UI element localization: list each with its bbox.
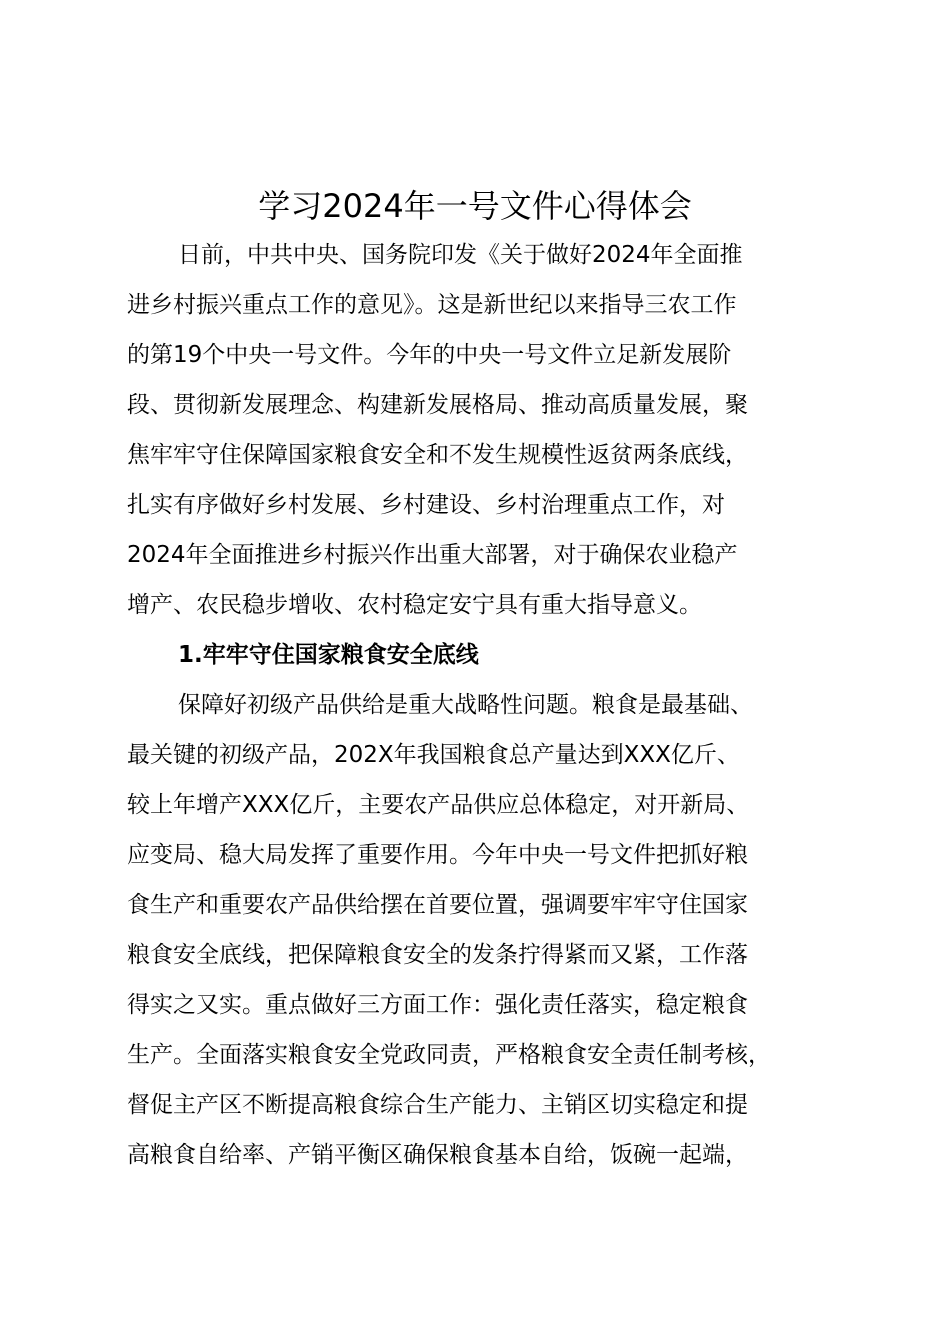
paragraph-line: 保障好初级产品供给是重大战略性问题。粮食是最基础、 bbox=[178, 692, 753, 718]
section-heading: 1.牢牢守住国家粮食安全底线 bbox=[178, 642, 479, 668]
paragraph-line: 得实之又实。重点做好三方面工作：强化责任落实，稳定粮食 bbox=[127, 992, 748, 1018]
paragraph-line: 生产。全面落实粮食安全党政同责，严格粮食安全责任制考核， bbox=[127, 1042, 771, 1068]
paragraph-line: 粮食安全底线，把保障粮食安全的发条拧得紧而又紧，工作落 bbox=[127, 942, 748, 968]
paragraph-line: 最关键的初级产品，202X年我国粮食总产量达到XXX亿斤、 bbox=[127, 742, 740, 768]
paragraph-line: 较上年增产XXX亿斤，主要农产品供应总体稳定，对开新局、 bbox=[127, 792, 750, 818]
paragraph-line: 扎实有序做好乡村发展、乡村建设、乡村治理重点工作，对 bbox=[127, 492, 725, 518]
document-title: 学习2024年一号文件心得体会 bbox=[258, 187, 692, 225]
paragraph-line: 段、贯彻新发展理念、构建新发展格局、推动高质量发展，聚 bbox=[127, 392, 748, 418]
paragraph-line: 的第19个中央一号文件。今年的中央一号文件立足新发展阶 bbox=[127, 342, 732, 368]
paragraph-line: 增产、农民稳步增收、农村稳定安宁具有重大指导意义。 bbox=[127, 592, 702, 618]
paragraph-line: 2024年全面推进乡村振兴作出重大部署，对于确保农业稳产 bbox=[127, 542, 738, 568]
paragraph-line: 食生产和重要农产品供给摆在首要位置，强调要牢牢守住国家 bbox=[127, 892, 748, 918]
paragraph-line: 高粮食自给率、产销平衡区确保粮食基本自给，饭碗一起端， bbox=[127, 1142, 748, 1168]
paragraph-line: 督促主产区不断提高粮食综合生产能力、主销区切实稳定和提 bbox=[127, 1092, 748, 1118]
paragraph-line: 日前，中共中央、国务院印发《关于做好2024年全面推 bbox=[178, 242, 743, 268]
paragraph-line: 焦牢牢守住保障国家粮食安全和不发生规模性返贫两条底线， bbox=[127, 442, 748, 468]
paragraph-line: 进乡村振兴重点工作的意见》。这是新世纪以来指导三农工作 bbox=[127, 292, 737, 318]
paragraph-line: 应变局、稳大局发挥了重要作用。今年中央一号文件把抓好粮 bbox=[127, 842, 748, 868]
